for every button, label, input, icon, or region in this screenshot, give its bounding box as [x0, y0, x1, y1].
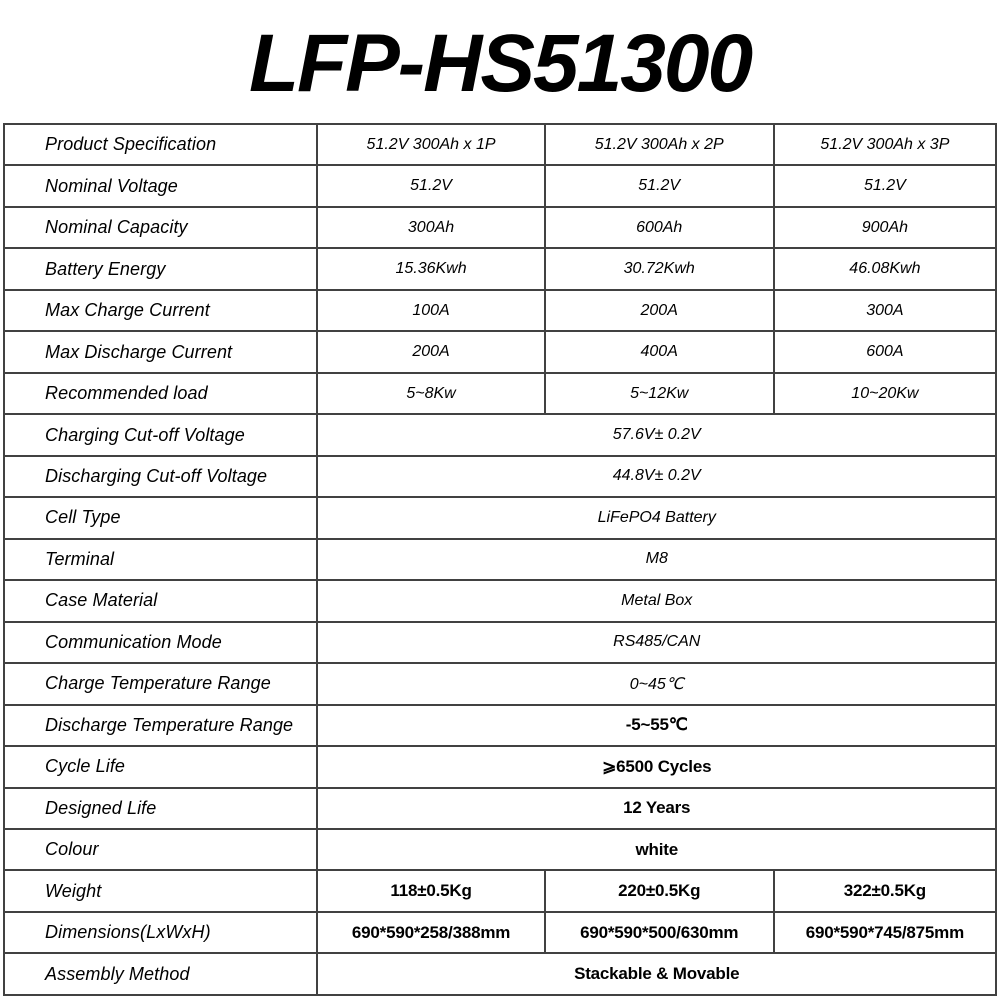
spec-row-value: 300Ah [317, 207, 544, 248]
spec-row-value: 690*590*745/875mm [774, 912, 996, 953]
table-row [4, 580, 996, 621]
spec-table [3, 123, 997, 996]
spec-row-value: 5~8Kw [317, 373, 544, 414]
spec-row-label: Max Charge Current [4, 290, 317, 331]
table-row [4, 331, 996, 372]
spec-row-value: 690*590*500/630mm [545, 912, 774, 953]
spec-row-value-merged: 44.8V± 0.2V [317, 456, 996, 497]
spec-row-value-merged: LiFePO4 Battery [317, 497, 996, 538]
spec-row-label: Recommended load [4, 373, 317, 414]
table-row [4, 124, 996, 165]
spec-row-value-merged: ⩾6500 Cycles [317, 746, 996, 787]
spec-row-value: 600Ah [545, 207, 774, 248]
spec-row-value: 5~12Kw [545, 373, 774, 414]
spec-row-label: Battery Energy [4, 248, 317, 289]
table-row [4, 539, 996, 580]
spec-row-value: 900Ah [774, 207, 996, 248]
spec-row-value-merged: Stackable & Movable [317, 953, 996, 995]
table-row [4, 207, 996, 248]
table-row [4, 746, 996, 787]
spec-row-value: 51.2V [317, 165, 544, 206]
table-row [4, 373, 996, 414]
spec-row-value: 51.2V [774, 165, 996, 206]
spec-row-value: 600A [774, 331, 996, 372]
table-row [4, 456, 996, 497]
spec-row-value-merged: RS485/CAN [317, 622, 996, 663]
spec-row-value: 200A [545, 290, 774, 331]
spec-row-label: Case Material [4, 580, 317, 621]
spec-row-label: Charging Cut-off Voltage [4, 414, 317, 455]
spec-row-value-merged: 0~45℃ [317, 663, 996, 704]
spec-row-label: Discharge Temperature Range [4, 705, 317, 746]
spec-row-value: 51.2V 300Ah x 2P [545, 124, 774, 165]
table-row [4, 622, 996, 663]
spec-row-value: 400A [545, 331, 774, 372]
table-row [4, 912, 996, 953]
spec-row-value-merged: 57.6V± 0.2V [317, 414, 996, 455]
spec-row-value: 51.2V 300Ah x 1P [317, 124, 544, 165]
spec-row-value: 100A [317, 290, 544, 331]
table-row [4, 497, 996, 538]
table-row [4, 248, 996, 289]
spec-row-label: Max Discharge Current [4, 331, 317, 372]
spec-row-value: 46.08Kwh [774, 248, 996, 289]
spec-row-label: Assembly Method [4, 953, 317, 995]
spec-row-value: 30.72Kwh [545, 248, 774, 289]
spec-row-value-merged: white [317, 829, 996, 870]
spec-row-value-merged: M8 [317, 539, 996, 580]
spec-row-value: 220±0.5Kg [545, 870, 774, 911]
spec-row-value: 15.36Kwh [317, 248, 544, 289]
table-row [4, 829, 996, 870]
spec-row-label: Cycle Life [4, 746, 317, 787]
spec-row-label: Nominal Capacity [4, 207, 317, 248]
spec-row-value-merged: Metal Box [317, 580, 996, 621]
spec-row-label: Charge Temperature Range [4, 663, 317, 704]
spec-row-value: 690*590*258/388mm [317, 912, 544, 953]
spec-row-label: Designed Life [4, 788, 317, 829]
table-row [4, 165, 996, 206]
spec-row-value-merged: 12 Years [317, 788, 996, 829]
table-row [4, 870, 996, 911]
spec-row-value: 322±0.5Kg [774, 870, 996, 911]
table-row [4, 953, 996, 995]
spec-row-value: 51.2V [545, 165, 774, 206]
table-row [4, 705, 996, 746]
product-title: LFP-HS51300 [248, 18, 752, 109]
spec-row-label: Nominal Voltage [4, 165, 317, 206]
spec-row-value: 118±0.5Kg [317, 870, 544, 911]
spec-row-label: Product Specification [4, 124, 317, 165]
spec-row-label: Dimensions(LxWxH) [4, 912, 317, 953]
spec-row-label: Colour [4, 829, 317, 870]
spec-row-value: 300A [774, 290, 996, 331]
spec-row-value: 200A [317, 331, 544, 372]
spec-row-label: Terminal [4, 539, 317, 580]
table-row [4, 663, 996, 704]
spec-row-label: Weight [4, 870, 317, 911]
spec-row-label: Discharging Cut-off Voltage [4, 456, 317, 497]
spec-row-value: 51.2V 300Ah x 3P [774, 124, 996, 165]
table-row [4, 290, 996, 331]
spec-row-label: Cell Type [4, 497, 317, 538]
spec-row-value-merged: -5~55℃ [317, 705, 996, 746]
spec-row-value: 10~20Kw [774, 373, 996, 414]
table-row [4, 414, 996, 455]
table-row [4, 788, 996, 829]
spec-row-label: Communication Mode [4, 622, 317, 663]
